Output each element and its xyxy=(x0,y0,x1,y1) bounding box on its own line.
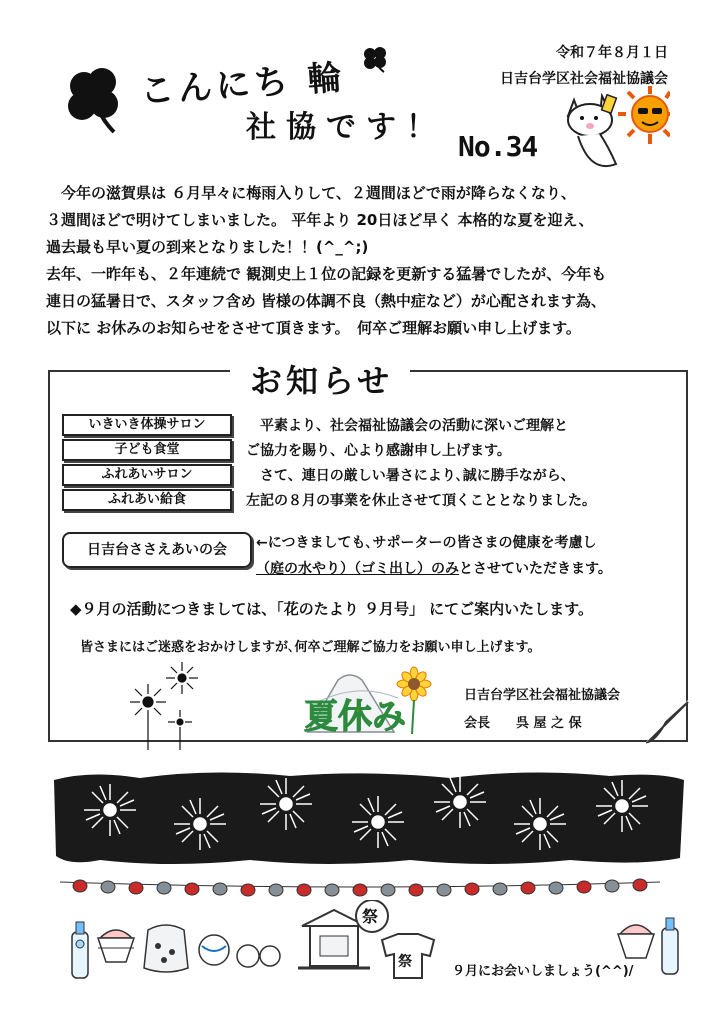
page-curl-icon xyxy=(646,700,690,744)
sun-icon xyxy=(618,86,670,144)
event-label: ふれあい給食 xyxy=(62,489,232,511)
matsuri-character: 祭 xyxy=(362,907,379,926)
notice-line: さて、連日の厳しい暑さにより､誠に勝手ながら、 xyxy=(246,468,575,484)
intro-line: ３週間ほどで明けてしまいました。 平年より 20日ほど早く 本格的な夏を迎え、 xyxy=(46,211,594,229)
cat-and-sun-illustration xyxy=(560,86,670,176)
event-label: ふれあいサロン xyxy=(62,464,232,486)
cat-icon xyxy=(568,95,616,166)
ramune-bottle-icon xyxy=(662,918,678,974)
signature-block xyxy=(464,682,620,738)
summer-vacation-label: 夏休み xyxy=(304,697,406,737)
signature-organization: 日吉台学区社会福祉協議会 xyxy=(464,688,621,703)
event-label: いきいき体操サロン xyxy=(62,414,232,436)
apology-text: 皆さまにはご迷惑をおかけしますが､何卒ご理解ご協力をお願い申し上げます。 xyxy=(80,640,541,655)
yoyo-balloon-icon xyxy=(199,935,280,967)
sasae-line2 xyxy=(256,556,612,582)
notice-title: お知らせ xyxy=(250,362,394,400)
masthead-title-line2: 社協です！ xyxy=(246,110,446,145)
intro-line: 今年の滋賀県は ６月早々に梅雨入りして、２週間ほどで雨が降らなくなり、 xyxy=(46,184,576,202)
organization-name: 日吉台学区社会福祉協議会 xyxy=(500,71,668,87)
intro-paragraph xyxy=(46,180,686,342)
notice-line: 平素より、社会福祉協議会の活動に深いご理解と xyxy=(246,418,568,434)
shaved-ice-icon xyxy=(98,930,134,962)
header-info xyxy=(500,40,668,92)
festival-fan-icon xyxy=(356,900,388,932)
intro-line: 去年、一昨年も、２年連続で 観測史上１位の記録を更新する猛暑でしたが、今年も xyxy=(46,265,607,283)
intro-line: 以下に お休みのお知らせをさせて頂きます。 何卒ご理解お願い申し上げます。 xyxy=(46,319,581,337)
summer-vacation-illustration xyxy=(298,662,438,738)
shaved-ice-icon xyxy=(618,925,654,958)
sasae-tail: とさせていただきます。 xyxy=(459,561,612,577)
notice-body xyxy=(246,414,596,514)
fireworks-banner xyxy=(50,768,686,868)
small-clover-icon xyxy=(360,44,390,74)
sasae-underlined-services: （庭の水やり）（ゴミ出し）のみ xyxy=(256,561,459,577)
event-label: 子ども食堂 xyxy=(62,439,232,461)
notice-line: ご協力を賜り、心より感謝申し上げます。 xyxy=(246,443,511,459)
issue-number: No.34 xyxy=(458,130,538,163)
intro-line: 連日の猛暑日で、スタッフ含め 皆様の体調不良（熱中症など）が心配されます為、 xyxy=(46,292,606,310)
clover-icon xyxy=(58,64,132,136)
suspended-events-list xyxy=(62,414,232,514)
happi-coat-icon xyxy=(382,934,434,978)
lantern-string xyxy=(60,874,660,898)
september-notice: ◆９月の活動につきましては、「花のたより ９月号」 にてご案内いたします。 xyxy=(70,600,593,618)
closing-message: ９月にお会いしましょう(^^)/ xyxy=(452,964,634,979)
intro-line: 過去最も早い夏の到来となりました！！(^_^;) xyxy=(46,238,369,256)
issue-date: 令和７年８月１日 xyxy=(556,45,668,61)
sasae-body xyxy=(256,530,612,582)
drawstring-bag-icon xyxy=(144,925,188,972)
matsuri-character: 祭 xyxy=(398,954,412,970)
ramune-bottle-icon xyxy=(72,922,88,978)
sasae-line1: ←につきましても､サポーターの皆さまの健康を考慮し xyxy=(256,535,597,551)
sasae-label: 日吉台ささえあいの会 xyxy=(62,532,252,568)
masthead-title-line1: こんにち 輪 xyxy=(138,57,347,112)
signature-name: 会長 呉 屋 之 保 xyxy=(464,716,582,731)
fireworks-icon xyxy=(120,650,210,750)
notice-line: 左記の８月の事業を休止させて頂くこととなりました。 xyxy=(246,493,596,509)
